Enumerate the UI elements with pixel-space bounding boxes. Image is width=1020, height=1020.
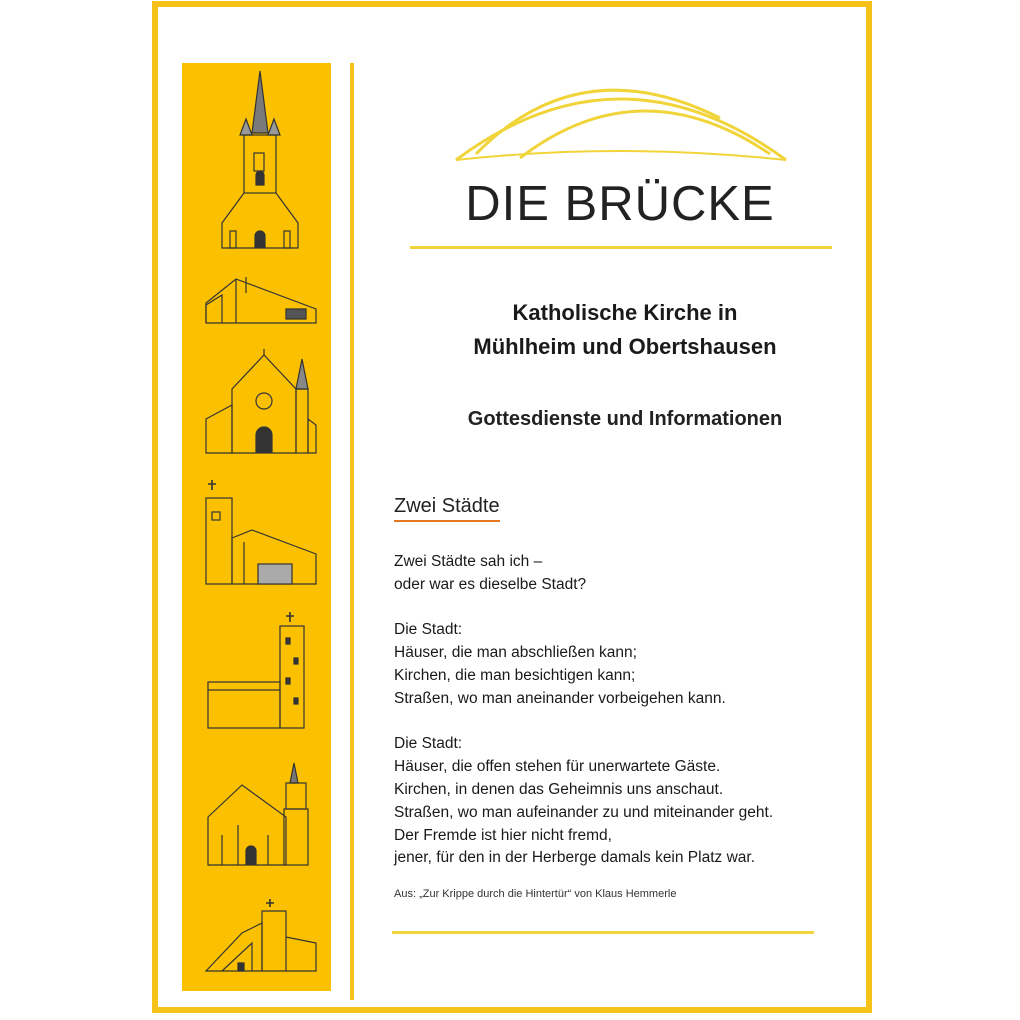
poem-line: Der Fremde ist hier nicht fremd,: [394, 826, 612, 844]
poem-line: Häuser, die offen stehen für unerwartete Gäste.: [394, 758, 721, 776]
cross-tower-church-icon: [206, 480, 316, 584]
poem-line: Häuser, die man abschließen kann;: [394, 644, 637, 662]
poem-line: Straßen, wo man aneinander vorbeigehen kann.: [394, 689, 726, 707]
bell-tower-church-icon: [208, 612, 304, 728]
poem-line: Straßen, wo man aufeinander zu und miteinander geht.: [394, 803, 774, 821]
bridge-arcs-logo: [450, 58, 790, 168]
poem-line: Die Stadt:: [394, 735, 463, 753]
baroque-church-icon: [208, 763, 308, 865]
modern-church-icon: [206, 277, 316, 323]
section-subtitle: Gottesdienste und Informationen: [467, 408, 783, 430]
page-subtitle: [395, 296, 855, 364]
brand-underline: [410, 246, 832, 249]
poem-title: Zwei Städte: [394, 493, 500, 522]
poem-body: [394, 551, 864, 893]
church-spire-icon: [222, 71, 298, 248]
gothic-church-icon: [206, 349, 316, 453]
poem-line: oder war es dieselbe Stadt?: [394, 575, 587, 593]
brand-title: DIE BRÜCKE: [465, 177, 775, 231]
subtitle-line2: Mühlheim und Obertshausen: [473, 334, 777, 359]
poem-line: Zwei Städte sah ich –: [394, 553, 543, 570]
church-sidebar: [182, 63, 331, 991]
bottom-rule: [392, 931, 814, 934]
poem-stanza: [394, 551, 864, 597]
poem-line: Kirchen, die man besichtigen kann;: [394, 666, 636, 684]
poem-source: Aus: „Zur Krippe durch die Hintertür“ von Klaus Hemmerle: [394, 888, 677, 900]
poem-line: Kirchen, in denen das Geheimnis uns anschaut.: [394, 780, 724, 798]
poem-line: jener, für den in der Herberge damals kein Platz war.: [394, 849, 755, 867]
vertical-divider: [350, 63, 354, 1000]
subtitle-line1: Katholische Kirche in: [512, 300, 738, 325]
poem-stanza: [394, 733, 864, 870]
poem-stanza: [394, 619, 864, 710]
angular-church-icon: [206, 899, 316, 971]
poem-line: Die Stadt:: [394, 621, 463, 639]
